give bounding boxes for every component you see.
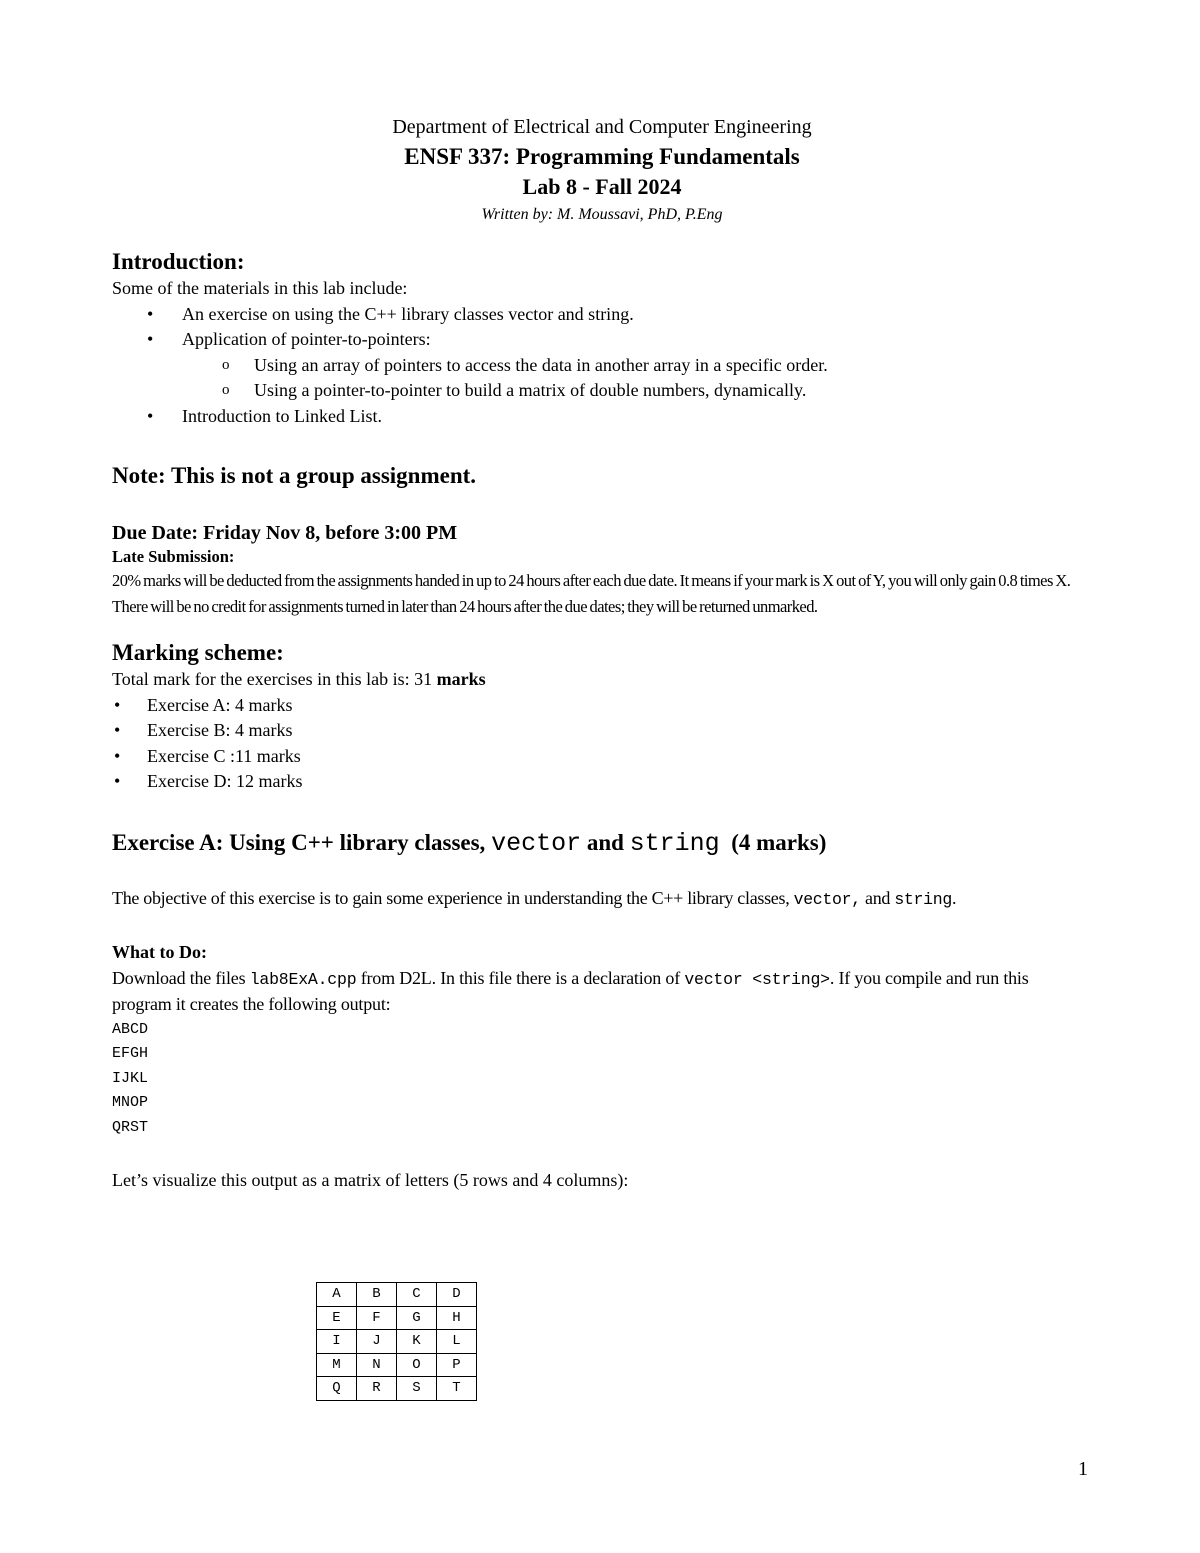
course-title: ENSF 337: Programming Fundamentals xyxy=(404,144,800,169)
program-output xyxy=(112,1018,1092,1141)
bullet-icon: • xyxy=(147,329,154,349)
table-cell: S xyxy=(397,1377,437,1401)
list-item: • Application of pointer-to-pointers: xyxy=(112,327,1092,353)
due-date-heading: Due Date: Friday Nov 8, before 3:00 PM xyxy=(112,522,458,544)
output-line: QRST xyxy=(112,1118,149,1136)
what-to-do-heading: What to Do: xyxy=(112,942,207,962)
table-cell: K xyxy=(397,1330,437,1354)
table-cell: F xyxy=(357,1306,397,1330)
page-number: 1 xyxy=(1078,1458,1088,1480)
note-heading: Note: This is not a group assignment. xyxy=(112,463,477,488)
table-cell: R xyxy=(357,1377,397,1401)
list-item: • An exercise on using the C++ library classes vector and string. xyxy=(112,302,1092,328)
marking-heading: Marking scheme: xyxy=(112,640,284,665)
list-item: • Exercise A: 4 marks xyxy=(112,693,1092,719)
letter-matrix xyxy=(316,1282,477,1401)
marking-list xyxy=(112,693,1092,795)
list-item: • Exercise C :11 marks xyxy=(112,744,1092,770)
table-cell: B xyxy=(357,1283,397,1307)
list-subitem: o Using an array of pointers to access the data in another array in a specific order. xyxy=(112,353,1092,379)
bullet-icon: • xyxy=(147,405,154,426)
table-row xyxy=(317,1330,477,1354)
exercise-a-heading: Exercise A: Using C++ library classes, vector and string (4 marks) xyxy=(112,828,827,858)
intro-list xyxy=(112,302,1092,430)
output-line: IJKL xyxy=(112,1069,149,1087)
marking-total: Total mark for the exercises in this lab is: 31 marks xyxy=(112,669,486,689)
list-item: • Introduction to Linked List. xyxy=(112,404,1092,430)
table-cell: A xyxy=(317,1283,357,1307)
list-item: • Exercise B: 4 marks xyxy=(112,718,1092,744)
table-cell: H xyxy=(437,1306,477,1330)
output-line: MNOP xyxy=(112,1094,149,1111)
circle-bullet-icon: o xyxy=(222,356,230,373)
bullet-icon: • xyxy=(114,694,121,715)
late-submission-text: 20% marks will be deducted from the assignments handed in up to 24 hours after each due date. It means if your mark is X out of Y, you will only gain 0.8 times X. There will be no credit for assignments turned in later than 24 hours after the due dates; they will be returned unmarked. xyxy=(112,571,1071,616)
table-cell: O xyxy=(397,1353,437,1377)
table-cell: P xyxy=(437,1353,477,1377)
output-line: ABCD xyxy=(112,1020,149,1038)
table-row xyxy=(317,1353,477,1377)
table-row xyxy=(317,1306,477,1330)
table-cell: M xyxy=(317,1353,357,1377)
intro-heading: Introduction: xyxy=(112,249,245,274)
table-row xyxy=(317,1283,477,1307)
table-cell: T xyxy=(437,1377,477,1401)
list-item: • Exercise D: 12 marks xyxy=(112,769,1092,795)
document-page xyxy=(112,112,1092,1194)
circle-bullet-icon: o xyxy=(222,382,230,398)
table-cell: D xyxy=(437,1283,477,1307)
exercise-a-objective: The objective of this exercise is to gain some experience in understanding the C++ library classes, vector, and string. xyxy=(112,887,957,909)
table-cell: C xyxy=(397,1283,437,1307)
table-cell: G xyxy=(397,1306,437,1330)
table-cell: J xyxy=(357,1330,397,1354)
table-cell: N xyxy=(357,1353,397,1377)
download-instructions: Download the files lab8ExA.cpp from D2L. In this file there is a declaration of vector <string>. If you compile and run this program it creates the following output: xyxy=(112,967,1029,1014)
department-name: Department of Electrical and Computer Engineering xyxy=(392,116,812,138)
visualize-text: Let’s visualize this output as a matrix of letters (5 rows and 4 columns): xyxy=(112,1170,629,1190)
bullet-icon: • xyxy=(114,771,121,791)
table-cell: I xyxy=(317,1330,357,1354)
bullet-icon: • xyxy=(147,303,154,324)
table-cell: Q xyxy=(317,1377,357,1401)
list-subitem: o Using a pointer-to-pointer to build a matrix of double numbers, dynamically. xyxy=(112,378,1092,404)
lab-title: Lab 8 - Fall 2024 xyxy=(522,174,682,199)
bullet-icon: • xyxy=(114,745,121,766)
author-line: Written by: M. Moussavi, PhD, P.Eng xyxy=(481,206,723,223)
table-cell: E xyxy=(317,1306,357,1330)
intro-lead: Some of the materials in this lab include: xyxy=(112,278,408,298)
bullet-icon: • xyxy=(114,720,121,740)
table-cell: L xyxy=(437,1330,477,1354)
output-line: EFGH xyxy=(112,1045,149,1062)
table-row xyxy=(317,1377,477,1401)
late-submission-label: Late Submission: xyxy=(112,547,235,566)
